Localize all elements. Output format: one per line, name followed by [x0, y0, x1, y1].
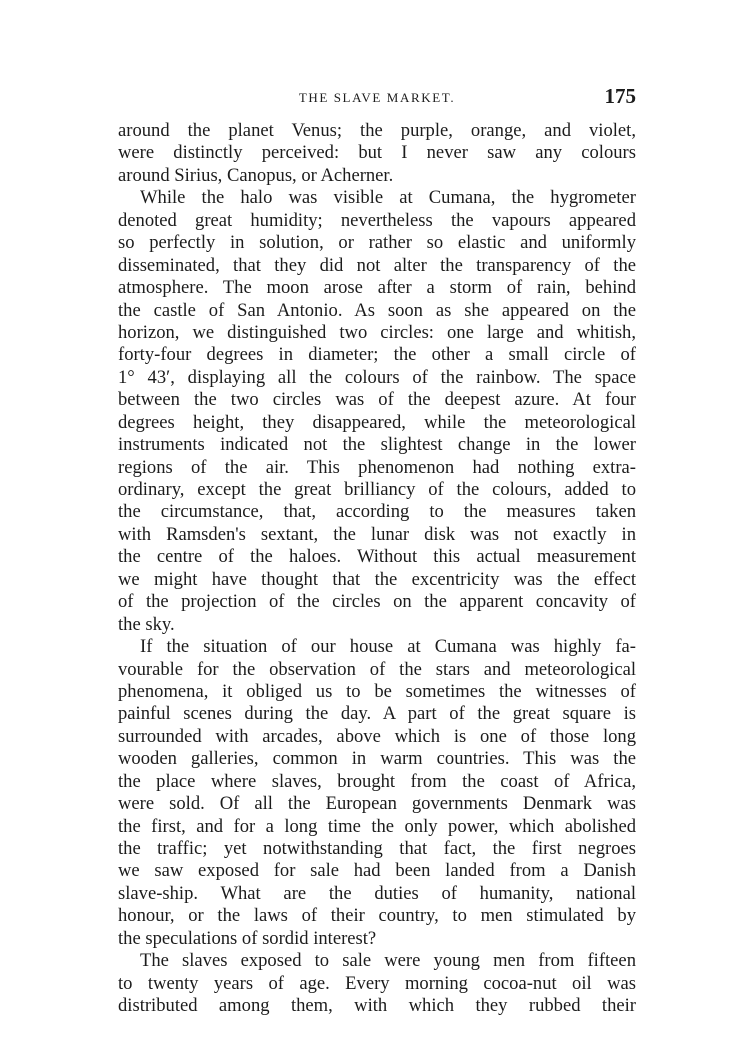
text-line: If the situation of our house at Cumana was highly fa- [140, 636, 636, 658]
text-line: forty-four degrees in diameter; the other a small circle of [118, 344, 636, 366]
text-line: between the two circles was of the deepest azure. At four [118, 389, 636, 411]
body-text [118, 120, 636, 1018]
text-line: While the halo was visible at Cumana, the hygrometer [140, 187, 636, 209]
text-line: the first, and for a long time the only power, which abolished [118, 815, 636, 837]
text-line: phenomena, it obliged us to be sometimes the witnesses of [118, 680, 636, 702]
running-head [118, 86, 636, 114]
text-line: distributed among them, with which they rubbed their [118, 995, 636, 1017]
text-line: atmosphere. The moon arose after a storm of rain, behind [118, 277, 636, 299]
text-line: the speculations of sordid interest? [118, 927, 377, 949]
text-line: denoted great humidity; nevertheless the vapours appeared [118, 209, 636, 231]
text-line: surrounded with arcades, above which is one of those long [118, 725, 636, 747]
text-line: the circumstance, that, according to the measures taken [118, 501, 636, 523]
text-line: with Ramsden's sextant, the lunar disk was not exactly in [118, 523, 636, 545]
text-line: of the projection of the circles on the apparent concavity of [118, 591, 636, 613]
text-line: were sold. Of all the European governments Denmark was [118, 793, 636, 815]
text-line: The slaves exposed to sale were young men from fifteen [140, 950, 636, 972]
text-line: regions of the air. This phenomenon had nothing extra- [118, 456, 636, 478]
text-line: the traffic; yet notwithstanding that fact, the first negroes [118, 838, 636, 859]
text-line: the castle of San Antonio. As soon as she appeared on the [118, 299, 636, 321]
text-line: instruments indicated not the slightest change in the lower [118, 434, 636, 456]
text-line: painful scenes during the day. A part of the great square is [118, 703, 636, 725]
text-line: honour, or the laws of their country, to men stimulated by [118, 905, 636, 927]
text-line: we might have thought that the excentricity was the effect [118, 568, 636, 590]
text-line: horizon, we distinguished two circles: one large and whitish, [118, 321, 636, 343]
text-line: we saw exposed for sale had been landed from a Danish [118, 860, 636, 882]
text-line: the sky. [118, 613, 175, 635]
text-line: 1° 43′, displaying all the colours of the rainbow. The space [118, 366, 636, 388]
text-line: around the planet Venus; the purple, orange, and violet, [118, 120, 636, 141]
text-line: wooden galleries, common in warm countries. This was the [118, 748, 636, 770]
text-line: were distinctly perceived: but I never saw any colours [118, 142, 636, 164]
page-number: 175 [604, 84, 636, 108]
text-line: to twenty years of age. Every morning cocoa-nut oil was [118, 972, 636, 994]
text-line: around Sirius, Canopus, or Acherner. [118, 164, 394, 186]
text-line: the centre of the haloes. Without this actual measurement [118, 546, 636, 568]
text-line: vourable for the observation of the stars and meteorological [118, 658, 636, 680]
running-title: THE SLAVE MARKET. [298, 90, 456, 105]
text-line: the place where slaves, brought from the coast of Africa, [118, 770, 636, 792]
text-line: slave-ship. What are the duties of humanity, national [118, 882, 636, 904]
text-line: disseminated, that they did not alter the transparency of the [118, 254, 636, 276]
text-line: degrees height, they disappeared, while the meteorological [118, 411, 636, 433]
text-line: ordinary, except the great brilliancy of the colours, added to [118, 479, 636, 500]
text-line: so perfectly in solution, or rather so elastic and uniformly [118, 232, 636, 254]
